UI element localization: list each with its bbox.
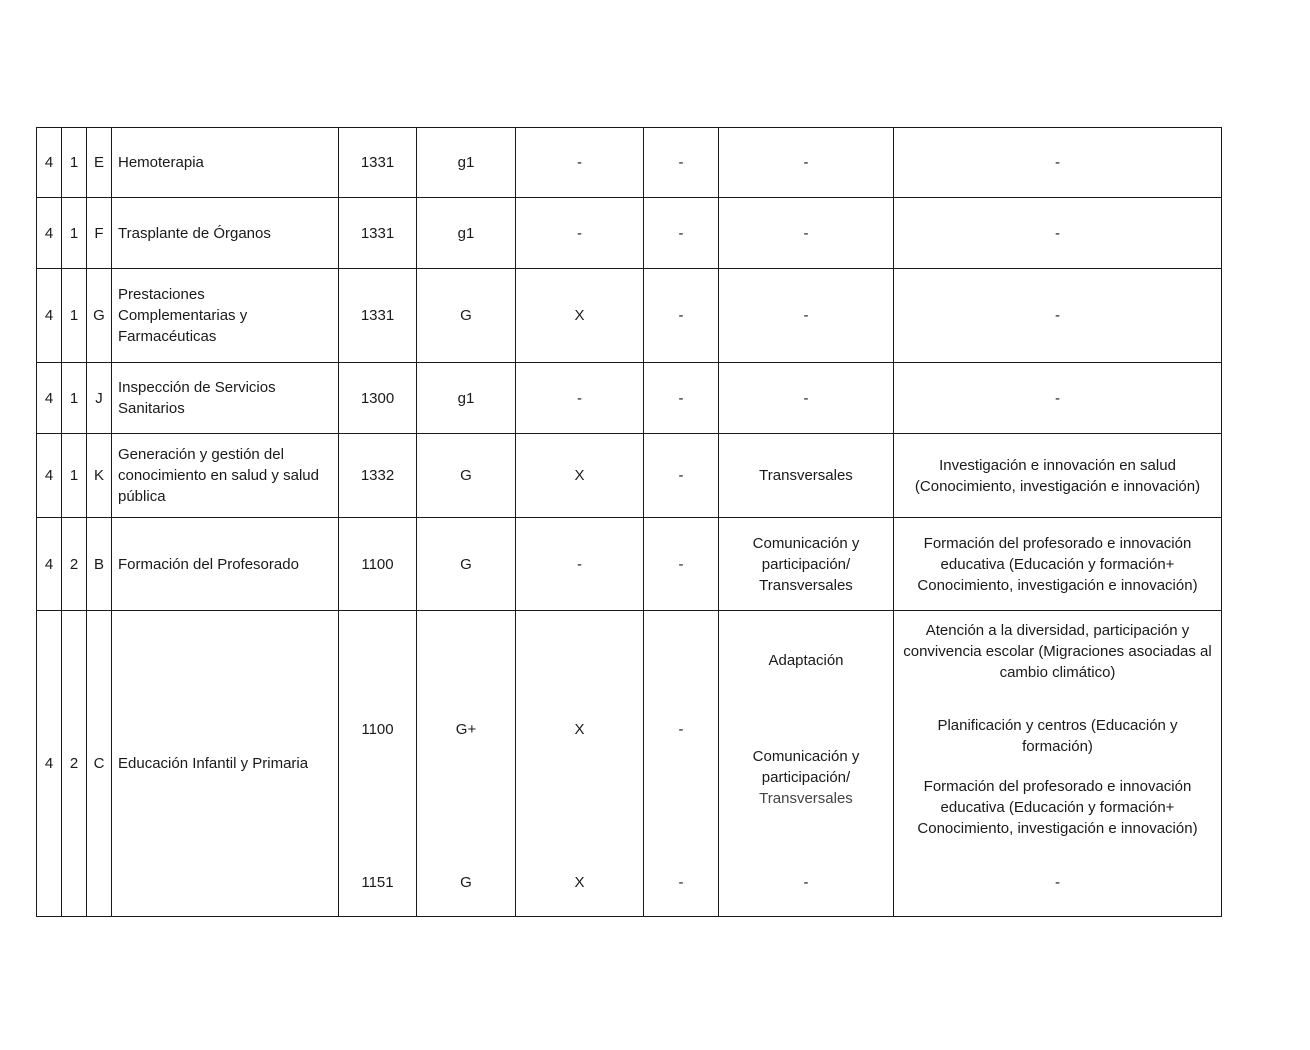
cell-code: 1151 <box>339 849 417 917</box>
cell-code: 1100 <box>339 611 417 849</box>
cell-category: - <box>719 269 894 363</box>
category-line: Adaptación <box>768 652 844 670</box>
cell-c1: 4 <box>37 269 62 363</box>
cell-category <box>719 611 894 849</box>
cell-c2: 1 <box>62 363 87 434</box>
cell-c3: E <box>87 128 112 198</box>
cell-name: Trasplante de Órganos <box>112 198 339 269</box>
cell-g: g1 <box>417 198 516 269</box>
detail-line: cambio climático) <box>999 664 1116 682</box>
category-line: participación/ <box>761 555 851 573</box>
cell-category: - <box>719 198 894 269</box>
cell-d: - <box>644 198 719 269</box>
cell-name: Formación del Profesorado <box>112 518 339 611</box>
name-line: Generación y gestión del <box>118 446 284 463</box>
category-line: Comunicación y <box>752 534 860 552</box>
detail-line: Atención a la diversidad, participación y <box>925 622 1190 640</box>
table-row <box>37 198 1222 269</box>
cell-c2: 2 <box>62 611 87 917</box>
cell-c3: C <box>87 611 112 917</box>
table-row <box>37 128 1222 198</box>
cell-g: G <box>417 518 516 611</box>
cell-x: X <box>516 269 644 363</box>
detail-line: educativa (Educación y formación+ <box>940 555 1175 573</box>
cell-x: - <box>516 198 644 269</box>
cell-d: - <box>644 849 719 917</box>
cell-detail: - <box>894 849 1222 917</box>
cell-g: G <box>417 269 516 363</box>
name-line: pública <box>118 488 166 505</box>
cell-detail <box>894 434 1222 518</box>
cell-category <box>719 518 894 611</box>
name-line: Sanitarios <box>118 400 185 417</box>
cell-c1: 4 <box>37 363 62 434</box>
cell-code: 1300 <box>339 363 417 434</box>
cell-name <box>112 269 339 363</box>
cell-name: Hemoterapia <box>112 128 339 198</box>
cell-name <box>112 363 339 434</box>
cell-x: X <box>516 434 644 518</box>
name-line: conocimiento en salud y salud <box>118 467 319 484</box>
cell-g: G+ <box>417 611 516 849</box>
cell-g: g1 <box>417 363 516 434</box>
cell-c2: 2 <box>62 518 87 611</box>
detail-line: Planificación y centros (Educación y <box>937 717 1178 735</box>
cell-detail: - <box>894 269 1222 363</box>
cell-category: Transversales <box>719 434 894 518</box>
cell-name: Educación Infantil y Primaria <box>112 611 339 917</box>
cell-d: - <box>644 434 719 518</box>
cell-c1: 4 <box>37 434 62 518</box>
cell-g: G <box>417 849 516 917</box>
cell-detail: - <box>894 128 1222 198</box>
cell-x: X <box>516 611 644 849</box>
detail-line: formación) <box>1022 738 1093 756</box>
cell-detail <box>894 518 1222 611</box>
category-line: participación/ <box>761 769 851 787</box>
table-row <box>37 269 1222 363</box>
detail-line: Conocimiento, investigación e innovación) <box>917 820 1198 838</box>
cell-c1: 4 <box>37 198 62 269</box>
detail-line: Conocimiento, investigación e innovación) <box>917 576 1198 594</box>
cell-category: - <box>719 128 894 198</box>
cell-d: - <box>644 363 719 434</box>
cell-x: - <box>516 128 644 198</box>
cell-detail: - <box>894 363 1222 434</box>
cell-detail <box>894 611 1222 849</box>
cell-code: 1332 <box>339 434 417 518</box>
cell-code: 1331 <box>339 198 417 269</box>
name-line: Inspección de Servicios <box>118 379 276 396</box>
cell-d: - <box>644 611 719 849</box>
cell-name <box>112 434 339 518</box>
category-line: Transversales <box>759 576 853 594</box>
name-line: Farmacéuticas <box>118 328 217 345</box>
cell-category: - <box>719 849 894 917</box>
category-line: Comunicación y <box>752 748 860 766</box>
table-row <box>37 611 1222 849</box>
cell-c2: 1 <box>62 434 87 518</box>
detail-line: Formación del profesorado e innovación <box>923 778 1192 796</box>
cell-c3: B <box>87 518 112 611</box>
cell-c1: 4 <box>37 611 62 917</box>
cell-detail: - <box>894 198 1222 269</box>
detail-line: convivencia escolar (Migraciones asociadas al <box>903 643 1212 661</box>
table-row <box>37 518 1222 611</box>
table-row <box>37 434 1222 518</box>
cell-c1: 4 <box>37 518 62 611</box>
cell-c2: 1 <box>62 198 87 269</box>
cell-c3: G <box>87 269 112 363</box>
cell-c2: 1 <box>62 269 87 363</box>
cell-x: - <box>516 363 644 434</box>
category-line: Transversales <box>759 790 853 808</box>
cell-c3: F <box>87 198 112 269</box>
cell-c1: 4 <box>37 128 62 198</box>
detail-line: educativa (Educación y formación+ <box>940 799 1175 817</box>
cell-category: - <box>719 363 894 434</box>
cell-x: X <box>516 849 644 917</box>
detail-line: (Conocimiento, investigación e innovación) <box>914 477 1201 495</box>
cell-c3: K <box>87 434 112 518</box>
cell-d: - <box>644 269 719 363</box>
cell-c3: J <box>87 363 112 434</box>
table-row <box>37 363 1222 434</box>
detail-line: Investigación e innovación en salud <box>939 456 1176 474</box>
budget-table <box>36 127 1222 917</box>
cell-code: 1331 <box>339 269 417 363</box>
cell-code: 1100 <box>339 518 417 611</box>
cell-d: - <box>644 128 719 198</box>
cell-x: - <box>516 518 644 611</box>
name-line: Prestaciones <box>118 286 205 303</box>
cell-c2: 1 <box>62 128 87 198</box>
name-line: Complementarias y <box>118 307 248 324</box>
detail-line: Formación del profesorado e innovación <box>923 534 1192 552</box>
cell-g: g1 <box>417 128 516 198</box>
cell-d: - <box>644 518 719 611</box>
cell-code: 1331 <box>339 128 417 198</box>
cell-g: G <box>417 434 516 518</box>
